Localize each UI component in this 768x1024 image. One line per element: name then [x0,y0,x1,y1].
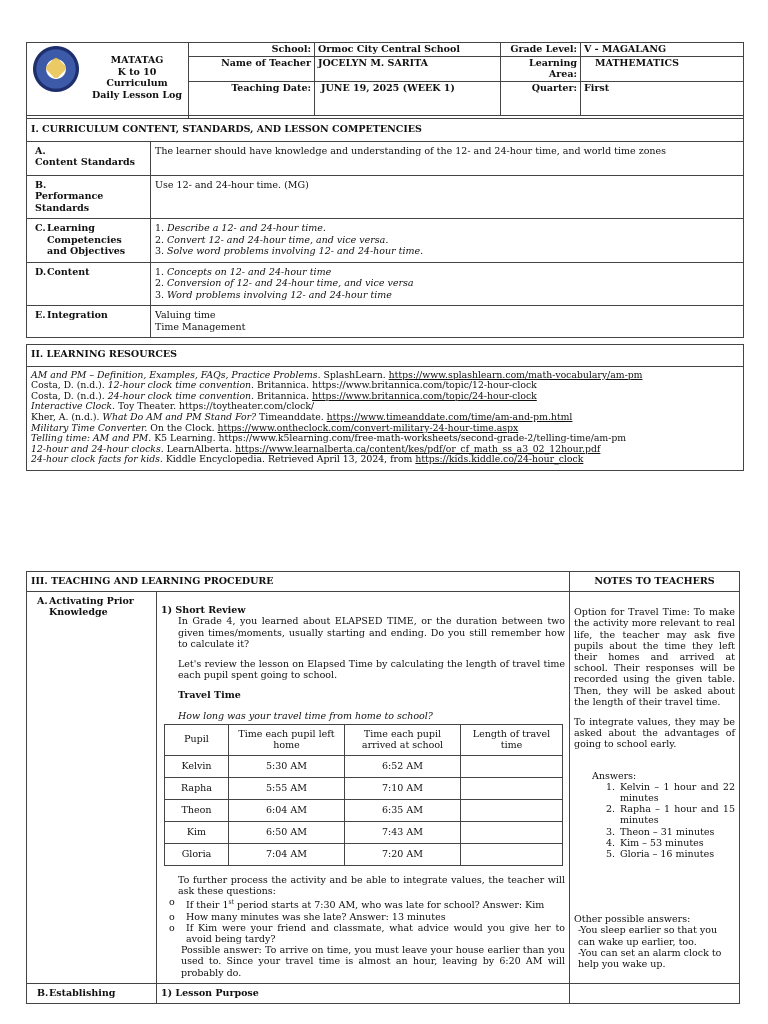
resource-link[interactable]: https://www.timeanddate.com/time/am-and-pm.html [326,411,573,423]
teacher-value: JOCELYN M. SARITA [315,57,501,82]
table-row: Theon 6:04 AM 6:35 AM [165,799,563,821]
resource-link[interactable]: https://toytheater.com/clock/ [179,401,315,413]
resource-item: Costa, D. (n.d.). 24-hour clock time convention. Britannica. https://www.britannica.com/topic/24-hour-clock [31,390,537,402]
integration-text: Valuing time Time Management [151,306,744,338]
competencies-label: C.Learning Competencies and Objectives [27,219,151,263]
list-item: o How many minutes was she late? Answer: 13 minutes [169,912,565,923]
review-paragraph-1: In Grade 4, you learned about ELAPSED TIME, or the duration between two given times/moments, usually starting and ending. Do you still remember how to calculate it? [178,616,565,650]
logo-line-4: Daily Lesson Log [91,89,183,101]
content-standards-text: The learner should have knowledge and understanding of the 12- and 24-hour time, and world time zones [151,141,744,175]
resource-item: 24-hour clock facts for kids. Kiddle Encyclopedia. Retrieved April 13, 2024, from https://kids.kiddle.co/24-hour_clock [31,454,584,466]
activating-label: A.Activating Prior Knowledge [27,592,157,984]
date-value: JUNE 19, 2025 (WEEK 1) [315,82,501,116]
date-label: Teaching Date: [189,82,315,116]
travel-time-title: Travel Time [178,690,241,702]
table-header: Time each pupil arrived at school [345,724,461,755]
logo-line-3: Curriculum [106,78,168,89]
list-item: 2. Convert 12- and 24-hour time, and vice versa. [155,234,389,246]
resource-item: 12-hour and 24-hour clocks. LearnAlberta. https://www.learnalberta.ca/content/kes/pdf/or_cf_math_ss_a3_02_12hour.pdf [31,443,601,455]
lesson-purpose-title: 1) Lesson Purpose [157,983,570,1003]
process-text: To further process the activity and be able to integrate values, the teacher will ask these questions: [178,874,565,898]
content-list [151,262,744,306]
resource-item: Interactive Clock. Toy Theater. https://toytheater.com/clock/ [31,401,315,413]
integration-label: E.Integration [27,306,151,338]
establishing-label: B.Establishing [27,983,157,1003]
other-answer-1: -You sleep earlier so that you can wake up earlier, too. [578,925,718,948]
resource-link[interactable]: https://www.britannica.com/topic/24-hour-clock [312,390,537,402]
activating-content [157,592,570,984]
notes-empty [570,983,740,1003]
resource-link[interactable]: https://www.k5learning.com/free-math-worksheets/second-grade-2/telling-time/am-pm [218,433,627,445]
travel-question: How long was your travel time from home to school? [178,710,433,722]
resource-link[interactable]: https://kids.kiddle.co/24-hour_clock [415,454,584,466]
resource-item: Telling time: AM and PM. K5 Learning. https://www.k5learning.com/free-math-worksheets/second-grade-2/telling-time/am-pm [31,433,627,445]
list-item: 3. Word problems involving 12- and 24-hour time [155,289,392,301]
table-header: Time each pupil left home [229,724,345,755]
section-2-title: II. LEARNING RESOURCES [27,345,744,367]
school-label: School: [189,43,315,57]
short-review-title: 1) Short Review [161,605,246,617]
other-answer-2: -You can set an alarm clock to help you wake up. [578,947,722,971]
curriculum-section [26,118,744,338]
area-value: MATHEMATICS [581,57,744,82]
list-item: 5. Gloria – 16 minutes [606,849,715,861]
learning-resources-section [26,344,744,471]
resource-link[interactable]: https://www.britannica.com/topic/12-hour-clock [312,380,537,392]
resource-item: AM and PM – Definition, Examples, FAQs, Practice Problems. SplashLearn. https://www.splashlearn.com/math-vocabulary/am-pm [31,369,643,381]
grade-label: Grade Level: [501,43,581,57]
review-paragraph-2: Let's review the lesson on Elapsed Time by calculating the length of travel time each pupil spent going to school. [178,659,565,682]
answers-block: Answers: 1. Kelvin – 1 hour and 22 minutes 2. Rapha – 1 hour and 15 minutes 3. Theon – 31 minutes 4. Kim – 53 minutes 5. Gloria – 16 minutes [592,770,735,861]
header-table [26,42,744,130]
table-row: Rapha 5:55 AM 7:10 AM [165,777,563,799]
deped-seal-icon [33,46,79,92]
content-standards-label: A.Content Standards [27,141,151,175]
quarter-value: First [581,82,744,116]
notes-paragraph-2: To integrate values, they may be asked about the advantages of going to school early. [574,717,735,751]
list-item: 1. Kelvin – 1 hour and 22 minutes [606,781,735,805]
list-item: 4. Kim – 53 minutes [606,837,704,849]
logo-cell [27,43,189,116]
school-value: Ormoc City Central School [315,43,501,57]
list-item: o If their 1st period starts at 7:30 AM, who was late for school? Answer: Kim [169,897,565,911]
list-item: 3. Theon – 31 minutes [606,826,715,838]
list-item: 2. Rapha – 1 hour and 15 minutes [606,804,735,827]
table-row: Gloria 7:04 AM 7:20 AM [165,843,563,865]
notes-title: NOTES TO TEACHERS [570,572,740,592]
list-item: 3. Solve word problems involving 12- and 24-hour time. [155,246,424,257]
teacher-label: Name of Teacher [189,57,315,82]
resources-list [27,366,744,470]
resource-link[interactable]: https://www.splashlearn.com/math-vocabulary/am-pm [388,369,643,381]
possible-answer: Possible answer: To arrive on time, you must leave your house earlier than you used to. Since your travel time is almost an hour, leaving by 6:20 AM will probably do. [181,945,565,979]
competencies-list [151,219,744,263]
list-item: 2. Conversion of 12- and 24-hour time, and vice versa [155,278,414,289]
resource-link[interactable]: https://www.learnalberta.ca/content/kes/pdf/or_cf_math_ss_a3_02_12hour.pdf [235,443,601,455]
section-3-title: III. TEACHING AND LEARNING PROCEDURE [27,572,570,592]
other-answers-label: Other possible answers: [574,914,691,926]
grade-value: V - MAGALANG [581,43,744,57]
table-header: Pupil [165,724,229,755]
resource-link[interactable]: https://www.ontheclock.com/convert-military-24-hour-time.aspx [217,422,519,434]
performance-standards-text: Use 12- and 24-hour time. (MG) [151,175,744,219]
performance-standards-label: B.Performance Standards [27,175,151,219]
table-header: Length of travel time [461,724,563,755]
resource-item: Kher, A. (n.d.). What Do AM and PM Stand For? Timeanddate. https://www.timeanddate.com/time/am-and-pm.html [31,411,573,423]
travel-time-table [164,724,563,866]
teaching-procedure-section [26,571,740,1004]
answers-list [592,782,735,860]
list-item: 1. Describe a 12- and 24-hour time. [155,223,326,234]
question-list [161,897,565,945]
table-row: Kim 6:50 AM 7:43 AM [165,821,563,843]
area-label: Learning Area: [501,57,581,82]
list-item: o If Kim were your friend and classmate, what advice would you give her to avoid being tardy? [169,923,565,945]
logo-text [85,55,189,101]
table-row: Kelvin 5:30 AM 6:52 AM [165,755,563,777]
notes-content [570,592,740,984]
section-1-title: I. CURRICULUM CONTENT, STANDARDS, AND LESSON COMPETENCIES [27,119,744,142]
resource-item: Military Time Converter. On the Clock. https://www.ontheclock.com/convert-military-24-hour-time.aspx [31,422,519,434]
logo-line-2: K to 10 [117,66,157,78]
quarter-label: Quarter: [501,82,581,116]
logo-line-1: MATATAG [110,55,164,66]
content-label: D.Content [27,262,151,306]
notes-paragraph-1: Option for Travel Time: To make the activity more relevant to real life, the teacher may ask five pupils about the time they left their homes and arrived at school. Their responses will be recorded using the given table. Then, they will be asked about the length of their travel time. [574,607,735,708]
list-item: 1. Concepts on 12- and 24-hour time [155,266,332,278]
resource-item: Costa, D. (n.d.). 12-hour clock time convention. Britannica. https://www.britannica.com/topic/12-hour-clock [31,380,537,392]
